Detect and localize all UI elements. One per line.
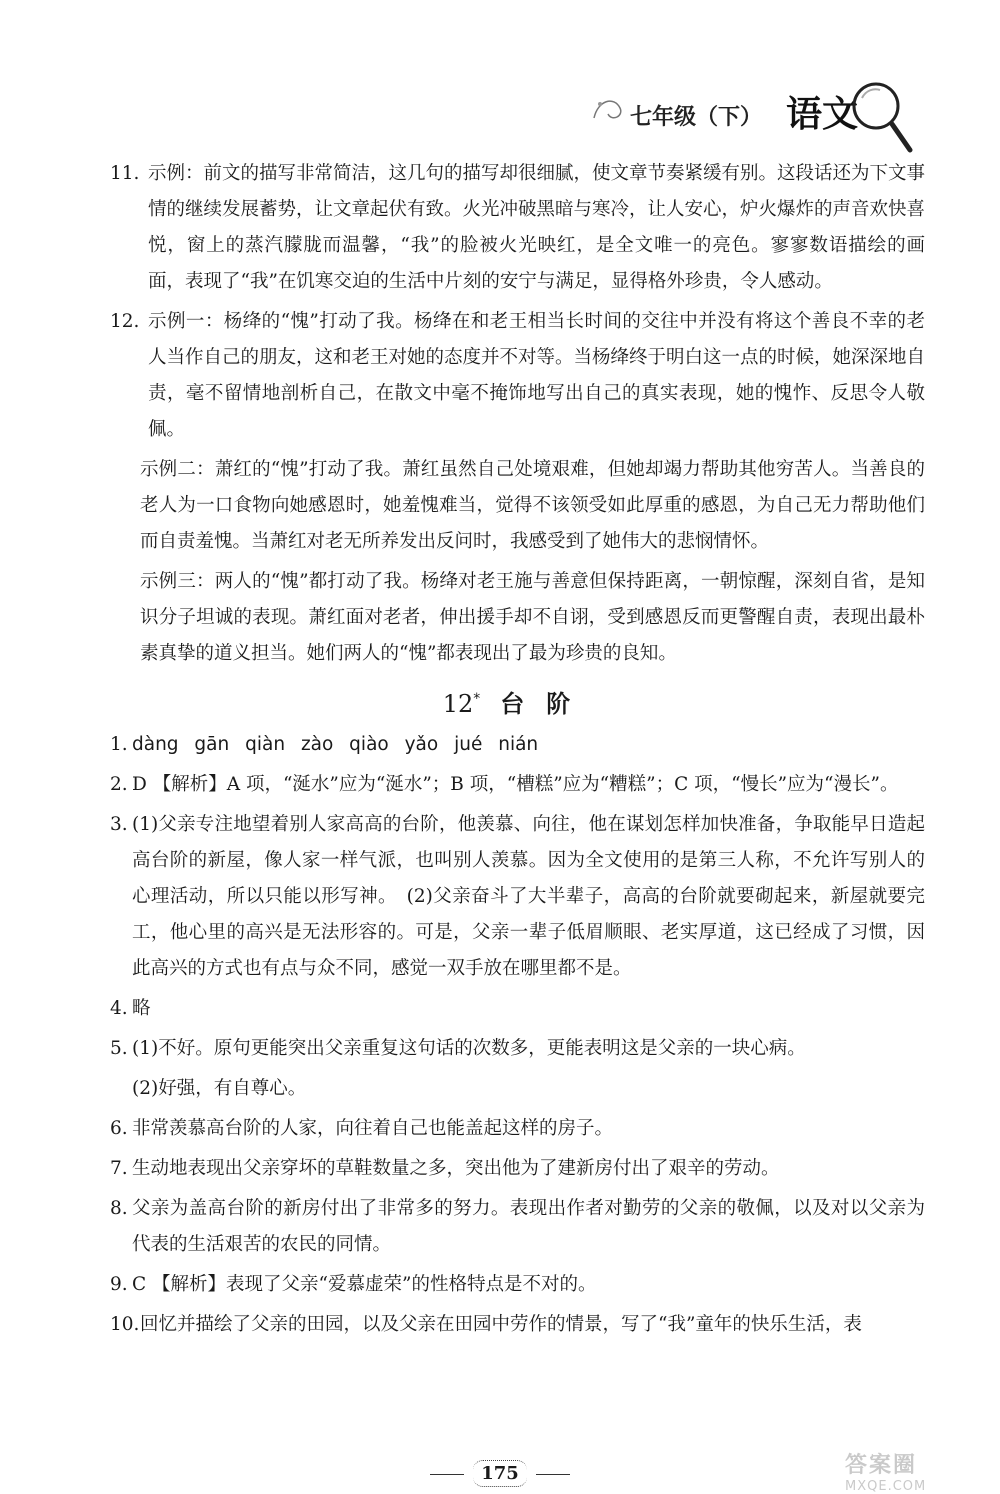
answer-item-1	[110, 727, 925, 763]
grade-label: 七年级（下）	[630, 105, 763, 130]
item-number: 9.	[110, 1274, 128, 1295]
item-text: 父亲为盖高台阶的新房付出了非常多的努力。表现出作者对勤劳的父亲的敬佩，以及对以父亲为代表的生活艰苦的农民的同情。	[132, 1198, 925, 1255]
answer-item-8	[110, 1191, 925, 1263]
item-text: D 【解析】A 项，“涎水”应为“涎水”；B 项，“槽糕”应为“糟糕”；C 项，“慢长”应为“漫长”。	[132, 774, 899, 795]
answer-item-6	[110, 1111, 925, 1147]
item-text: 示例：前文的描写非常简洁，这几句的描写却很细腻，使文章节奏紧缓有别。这段话还为下文事情的继续发展蓄势，让文章起伏有致。火光冲破黑暗与寒冷，让人安心，炉火爆炸的声音欢快喜悦，窗上的蒸汽朦胧而温馨，“我”的脸被火光映红，是全文唯一的亮色。寥寥数语描绘的画面，表现了“我”在饥寒交迫的生活中片刻的安宁与满足，显得格外珍贵，令人感动。	[148, 163, 926, 292]
item-text: 生动地表现出父亲穿坏的草鞋数量之多，突出他为了建新房付出了艰辛的劳动。	[132, 1158, 780, 1179]
item-text: (1)不好。原句更能突出父亲重复这句话的次数多，更能表明这是父亲的一块心病。	[132, 1038, 806, 1059]
answer-item-7	[110, 1151, 925, 1187]
answer-item-9	[110, 1267, 925, 1303]
magnifier-icon	[848, 78, 918, 158]
section-mark: *	[473, 691, 481, 707]
item-number: 8.	[110, 1198, 128, 1219]
example-two-text: 示例二：萧红的“愧”打动了我。萧红虽然自己处境艰难，但她却竭力帮助其他穷苦人。当善良的老人为一口食物向她感恩时，她羞愧难当，觉得不该领受如此厚重的感恩，为自己无力帮助他们而自责羞愧。当萧红对老无所养发出反问时，我感受到了她伟大的悲悯情怀。	[140, 459, 925, 552]
answer-item-4	[110, 991, 925, 1027]
item-number: 6.	[110, 1118, 128, 1139]
page-number: 175	[473, 1460, 527, 1487]
item-number: 7.	[110, 1158, 128, 1179]
answer-item-10	[110, 1307, 925, 1343]
answer-item-2	[110, 767, 925, 803]
watermark-url: MXQE.COM	[845, 1479, 927, 1494]
item-text: 示例一：杨绛的“愧”打动了我。杨绛在和老王相当长时间的交往中并没有将这个善良不幸的老人当作自己的朋友，这和老王对她的态度并不对等。当杨绛终于明白这一点的时候，她深深地自责，毫不留情地剖析自己，在散文中毫不掩饰地写出自己的真实表现，她的愧怍、反思令人敬佩。	[148, 311, 926, 440]
answer-item-5	[110, 1031, 925, 1067]
item-number: 2.	[110, 774, 128, 795]
site-watermark	[845, 1448, 926, 1494]
footer-rule-left	[430, 1474, 464, 1475]
footer-rule-right	[536, 1474, 570, 1475]
watermark-logo-text: 答案圈	[845, 1453, 918, 1478]
item-text: C 【解析】表现了父亲“爱慕虚荣”的性格特点是不对的。	[132, 1274, 597, 1295]
item-number: 3.	[110, 814, 128, 835]
item-text: (1)父亲专注地望着别人家高高的台阶，他羡慕、向往，他在谋划怎样加快准备，争取能早日造起高台阶的新屋，像人家一样气派，也叫别人羡慕。因为全文使用的是第三人称，不允许写别人的心理活动，所以只能以形写神。 (2)父亲奋斗了大半辈子，高高的台阶就要砌起来，新屋就要完工，他心里的高兴是无法形容的。可是，父亲一辈子低眉顺眼、老实厚道，这已经成了习惯，因此高兴的方式也有点与众不同，感觉一双手放在哪里都不是。	[132, 814, 925, 979]
item-text: 略	[132, 998, 151, 1019]
pinyin-text: dàng gān qiàn zào qiào yǎo jué nián	[132, 734, 539, 755]
swirl-decoration-icon	[590, 90, 630, 130]
item-number: 5.	[110, 1038, 128, 1059]
item-number: 10.	[110, 1314, 140, 1335]
item-number: 1.	[110, 734, 128, 755]
section-title: 台阶	[500, 690, 593, 718]
section-heading	[110, 676, 925, 727]
section-number: 12	[442, 690, 474, 718]
item-text: 回忆并描绘了父亲的田园，以及父亲在田园中劳作的情景，写了“我”童年的快乐生活，表	[140, 1314, 862, 1335]
answer-item-5-part-2: (2)好强，有自尊心。	[132, 1078, 307, 1099]
answer-item-12	[110, 304, 925, 448]
item-number: 11.	[110, 163, 140, 184]
subject-label: 语文	[786, 94, 859, 135]
example-three-text: 示例三：两人的“愧”都打动了我。杨绛对老王施与善意但保持距离，一朝惊醒，深刻自省，是知识分子坦诚的表现。萧红面对老者，伸出援手却不自诩，受到感恩反而更警醒自责，表现出最朴素真挚的道义担当。她们两人的“愧”都表现出了最为珍贵的良知。	[140, 571, 925, 664]
answer-item-11	[110, 156, 925, 300]
item-number: 4.	[110, 998, 128, 1019]
answer-content	[110, 156, 925, 1347]
answer-item-3	[110, 807, 925, 987]
item-text: 非常羡慕高台阶的人家，向往着自己也能盖起这样的房子。	[132, 1118, 614, 1139]
item-number: 12.	[110, 311, 140, 332]
